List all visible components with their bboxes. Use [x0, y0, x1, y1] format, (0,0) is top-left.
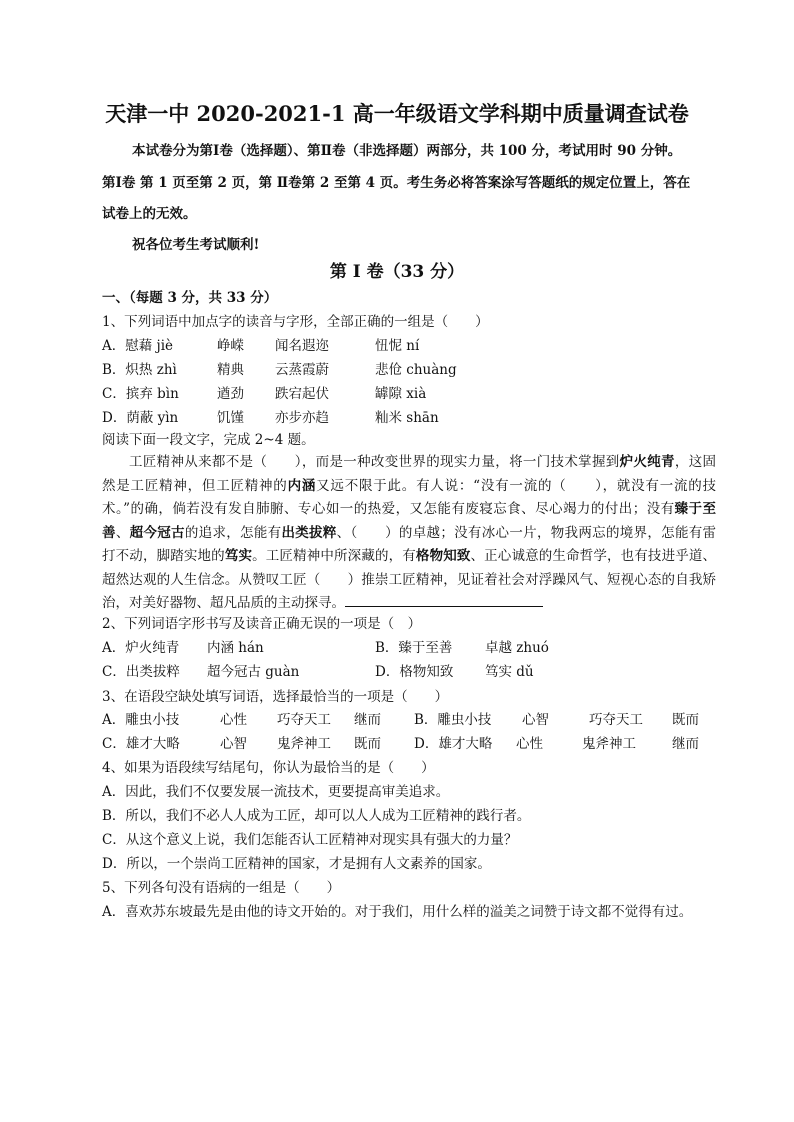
q3-option-c-2: 心智 [220, 736, 247, 752]
passage-seg-7: 。工匠精神中所深藏的，有 [252, 548, 416, 564]
q3-option-d-4: 继而 [672, 736, 699, 752]
q3-option-a-4: 继而 [354, 712, 381, 728]
passage-bold-chulei: 出类拔粹 [281, 524, 337, 541]
intro-line-2: 第Ⅰ卷 第 1 页至第 2 页，第 Ⅱ卷第 2 至第 4 页。考生务必将答案涂写答题纸的规定位置上，答在 [102, 175, 691, 191]
question-5-stem: 5、下列各句没有语病的一组是（ ） [102, 880, 341, 896]
intro-line-1: 本试卷分为第Ⅰ卷（选择题）、第Ⅱ卷（非选择题）两部分，共 100 分，考试用时 90 分钟。 [132, 143, 682, 159]
good-luck-text: 祝各位考生考试顺利! [132, 237, 260, 253]
section-one-heading: 一、（每题 3 分，共 33 分） [102, 290, 278, 306]
reading-instruction: 阅读下面一段文字，完成 2~4 题。 [102, 432, 315, 448]
question-3-stem: 3、在语段空缺处填写词语，选择最恰当的一项是（ ） [102, 689, 449, 705]
q1-option-a-4: 忸怩 ní [375, 338, 420, 354]
q1-option-d-3: 亦步亦趋 [275, 410, 329, 426]
q1-option-a-1: A．慰藉 jiè [102, 338, 174, 354]
intro-line-3: 试卷上的无效。 [102, 206, 197, 222]
question-1-stem: 1、下列词语中加点字的读音与字形，全部正确的一组是（ ） [102, 314, 489, 330]
q3-option-c-1: C．雄才大略 [102, 736, 180, 752]
q1-option-b-1: B．炽热 zhì [102, 362, 177, 378]
q1-option-c-3: 跌宕起伏 [275, 386, 329, 402]
q2-option-c-1: C．出类拔粹 [102, 664, 180, 680]
passage-bold-zhen: 臻于至善 [102, 501, 716, 541]
reading-passage [102, 451, 716, 616]
passage-seg-4: 、 [115, 524, 130, 541]
passage-seg-6: 、（ ）的卓越；没有冰心一片，物我两忘的境界，怎能有雷打不动，脚踏实地的 [102, 524, 717, 564]
passage-seg-1: 工匠精神从来都不是（ ），而是一种改变世界的现实力量，将一门技术掌握到 [129, 454, 620, 470]
q1-option-a-3: 闻名遐迩 [275, 338, 329, 354]
question-4-stem: 4、如果为语段续写结尾句，你认为最恰当的是（ ） [102, 760, 435, 776]
exam-title: 天津一中 2020-2021-1 高一年级语文学科期中质量调查试卷 [105, 101, 689, 126]
q4-option-a: A．因此，我们不仅要发展一流技术，更要提高审美追求。 [102, 784, 450, 800]
passage-bold-luhuo: 炉火纯青 [619, 454, 675, 470]
q3-option-a-2: 心性 [220, 712, 247, 728]
passage-seg-8: 、正心诚意的生命哲学，也有技进乎道、超然达观的人生信念。从赞叹工匠（ ）推崇工匠精神，见证着社会对浮躁风气、短视心态的自我矫治，对美好器物、超凡品质的主动探寻。 [102, 548, 717, 611]
q3-option-b-1: B．雕虫小技 [414, 712, 492, 728]
q2-option-b-1: B．臻于至善 [375, 640, 453, 656]
q2-option-c-2: 超今冠古 guàn [207, 664, 300, 680]
passage-bold-chao: 超今冠古 [129, 524, 185, 541]
q1-option-d-4: 籼米 shān [375, 410, 439, 426]
q1-option-d-1: D．荫蔽 yìn [102, 410, 179, 426]
q1-option-c-1: C．摈弃 bìn [102, 386, 179, 402]
q3-option-d-1: D．雄才大略 [414, 736, 493, 752]
passage-bold-gewu: 格物知致 [415, 548, 471, 564]
q1-option-a-2: 峥嵘 [217, 338, 244, 354]
q2-option-a-2: 内涵 hán [207, 640, 264, 656]
q3-option-b-3: 巧夺天工 [589, 712, 643, 728]
q1-option-b-2: 精典 [217, 362, 244, 378]
q3-option-c-3: 鬼斧神工 [277, 736, 331, 752]
q4-option-c: C．从这个意义上说，我们怎能否认工匠精神对现实具有强大的力量？ [102, 832, 518, 848]
q1-option-d-2: 饥馑 [217, 410, 244, 426]
question-2-stem: 2、下列词语字形书写及读音正确无误的一项是（ ） [102, 616, 422, 632]
q2-option-b-2: 卓越 zhuó [485, 640, 549, 656]
q2-option-a-1: A．炉火纯青 [102, 640, 180, 656]
q1-option-c-2: 遒劲 [217, 386, 244, 402]
passage-bold-dushi: 笃实 [224, 548, 253, 564]
passage-seg-5: 的追求，怎能有 [184, 524, 282, 541]
q3-option-a-3: 巧夺天工 [277, 712, 331, 728]
part-one-title: 第 Ⅰ 卷（33 分） [329, 262, 465, 282]
q4-option-d: D．所以，一个崇尚工匠精神的国家，才是拥有人文素养的国家。 [102, 856, 491, 872]
q3-option-b-2: 心智 [522, 712, 549, 728]
passage-bold-neihan: 内涵 [287, 477, 317, 494]
q4-option-b: B．所以，我们不必人人成为工匠，却可以人人成为工匠精神的践行者。 [102, 808, 531, 824]
q3-option-c-4: 既而 [354, 736, 381, 752]
q1-option-c-4: 罅隙 xià [375, 386, 427, 402]
q3-option-b-4: 既而 [672, 712, 699, 728]
passage-seg-2: ，这固然是工匠精神，但工匠精神的 [102, 454, 717, 494]
q3-option-a-1: A．雕虫小技 [102, 712, 180, 728]
q3-option-d-2: 心性 [516, 736, 543, 752]
q2-option-d-2: 笃实 dǔ [485, 664, 534, 680]
q5-option-a: A．喜欢苏东坡最先是由他的诗文开始的。对于我们，用什么样的溢美之词赞于诗文都不觉得有过。 [102, 904, 693, 920]
q1-option-b-4: 悲伧 chuàng [375, 362, 457, 378]
q2-option-d-1: D．格物知致 [375, 664, 454, 680]
q3-option-d-3: 鬼斧神工 [582, 736, 636, 752]
passage-seg-3: 又远不限于此。有人说：“没有一流的（ ），就没有一流的技术。”的确，倘若没有发自肺腑、专心如一的热爱，又怎能有废寝忘食、尽心竭力的付出；没有 [102, 477, 717, 517]
answer-blank-line[interactable] [345, 594, 543, 607]
q1-option-b-3: 云蒸霞蔚 [275, 362, 329, 378]
